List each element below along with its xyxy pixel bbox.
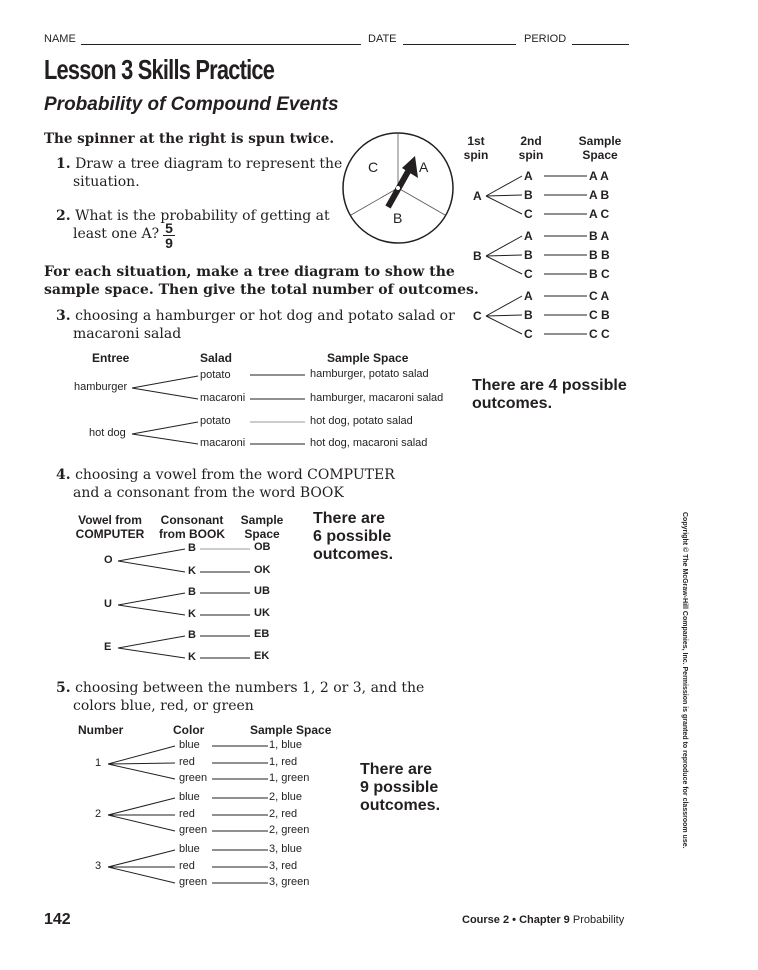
footer-course: Course 2: [462, 914, 510, 926]
question-1: [56, 156, 342, 172]
tree-node-second: A: [524, 229, 533, 243]
header-line: Sample: [578, 134, 622, 148]
tree-node-second: B: [524, 308, 533, 322]
tree-outcome: 2, green: [269, 824, 310, 836]
header-line: Space: [582, 148, 618, 162]
tree-outcome: 2, blue: [269, 791, 303, 803]
tree-header-second: [514, 134, 548, 162]
tree-node-second: K: [188, 565, 196, 577]
copyright-notice: Copyright © The McGraw-Hill Companies, Inc. Permission is granted to reproduce for classroom use.: [681, 512, 688, 849]
tree-outcome: hamburger, potato salad: [310, 368, 429, 380]
tree-node-second: red: [179, 808, 195, 820]
tree-header-first: Entree: [92, 351, 130, 365]
fraction-numerator: 5: [163, 221, 175, 236]
footer-course-info: [462, 914, 624, 926]
tree-header-sample: [574, 134, 626, 162]
tree-outcome: 3, red: [269, 860, 298, 872]
tree-outcome: EK: [254, 650, 270, 662]
tree-node-first: 2: [95, 808, 102, 820]
tree-header-first: [461, 134, 491, 162]
tree-node-first: U: [104, 598, 112, 610]
footer-chapter: Chapter 9: [519, 914, 570, 926]
page-title: Lesson 3 Skills Practice: [44, 54, 275, 85]
tree-node-second: K: [188, 651, 196, 663]
tree-node-second: macaroni: [200, 437, 246, 449]
question-number: 5.: [56, 680, 71, 696]
tree-node-second: red: [179, 860, 195, 872]
tree-node-second: red: [179, 756, 195, 768]
tree-node-first: hamburger: [74, 381, 128, 393]
header-line: Sample: [240, 513, 284, 527]
tree-outcome: 1, red: [269, 756, 298, 768]
period-label: PERIOD: [524, 33, 567, 45]
header-line: spin: [463, 148, 489, 162]
header-line: from BOOK: [159, 527, 225, 541]
name-field[interactable]: [81, 44, 361, 45]
tree-header-second: [156, 513, 228, 541]
tree-outcome: B A: [589, 229, 610, 243]
tree-header-first: [74, 513, 146, 541]
tree-outcome: 2, red: [269, 808, 298, 820]
tree-node-second: B: [524, 248, 533, 262]
header-line: 1st: [467, 134, 485, 148]
answer-line: 6 possible: [313, 528, 392, 545]
question-2-line2: least one A?: [73, 226, 160, 242]
instructions-line1: For each situation, make a tree diagram to show the: [44, 264, 455, 280]
tree-node-first: 3: [95, 860, 102, 872]
tree-node-second: blue: [179, 739, 200, 751]
tree-node-second: B: [188, 542, 196, 554]
question-number: 3.: [56, 308, 71, 324]
tree-header-second: Salad: [200, 351, 233, 365]
spinner-label-a: A: [419, 159, 429, 175]
tree-outcome: hot dog, potato salad: [310, 415, 413, 427]
tree-node-second: B: [524, 188, 533, 202]
tree-node-second: C: [524, 207, 533, 221]
tree-node-second: green: [179, 876, 208, 888]
tree-outcome: UK: [254, 607, 270, 619]
q4-answer: [313, 510, 393, 564]
tree-node-second: B: [188, 586, 196, 598]
tree-node-second: potato: [200, 415, 231, 427]
header-line: 2nd: [520, 134, 542, 148]
question-2: [56, 208, 330, 224]
tree-outcome: A A: [589, 169, 609, 183]
tree-node-second: green: [179, 772, 208, 784]
tree-outcome: B C: [589, 267, 610, 281]
instructions-line2: sample space. Then give the total number of outcomes.: [44, 282, 479, 298]
tree-outcome: A C: [589, 207, 610, 221]
tree-outcome: hamburger, macaroni salad: [310, 392, 444, 404]
tree-outcome: hot dog, macaroni salad: [310, 437, 428, 449]
question-text: Draw a tree diagram to represent the: [75, 156, 343, 172]
tree-node-first: O: [104, 554, 113, 566]
page-subtitle: Probability of Compound Events: [44, 94, 339, 115]
tree-outcome: 1, green: [269, 772, 310, 784]
header-line: Consonant: [160, 513, 224, 527]
period-field[interactable]: [572, 44, 629, 45]
answer-line: outcomes.: [472, 395, 553, 412]
question-text: choosing a hamburger or hot dog and potato salad or: [75, 308, 455, 324]
tree-node-second: A: [524, 169, 533, 183]
question-text: What is the probability of getting at: [75, 208, 330, 224]
tree-node-second: macaroni: [200, 392, 246, 404]
question-text: choosing between the numbers 1, 2 or 3, and the: [75, 680, 425, 696]
tree-header-first: Number: [78, 723, 124, 737]
spinner-label-c: C: [368, 159, 379, 175]
header-line: Space: [244, 527, 280, 541]
tree-node-second: K: [188, 608, 196, 620]
page-number: 142: [44, 911, 71, 928]
tree-node-first: 1: [95, 757, 102, 769]
question-text: choosing a vowel from the word COMPUTER: [75, 467, 395, 483]
tree-node-second: A: [524, 289, 533, 303]
tree-outcome: C A: [589, 289, 610, 303]
tree-node-second: green: [179, 824, 208, 836]
tree-header-sample: Sample Space: [250, 723, 332, 737]
tree-node-first: A: [473, 189, 482, 203]
tree-node-first: C: [473, 309, 482, 323]
tree-outcome: A B: [589, 188, 610, 202]
answer-line: There are: [360, 761, 433, 778]
tree-node-second: B: [188, 629, 196, 641]
answer-line: 9 possible: [360, 779, 439, 796]
question-4-line2: and a consonant from the word BOOK: [73, 485, 344, 501]
spinner-diagram: [340, 130, 460, 250]
tree-outcome: B B: [589, 248, 610, 262]
question-number: 1.: [56, 156, 71, 172]
tree-outcome: OK: [254, 564, 271, 576]
answer-line: There are 4 possible: [472, 377, 627, 394]
date-field[interactable]: [403, 44, 516, 45]
answer-fraction: [163, 221, 175, 250]
tree-node-second: C: [524, 327, 533, 341]
header-line: COMPUTER: [75, 527, 145, 541]
tree-outcome: EB: [254, 628, 270, 640]
tree-node-second: C: [524, 267, 533, 281]
question-4: [56, 467, 395, 483]
tree-node-second: blue: [179, 843, 200, 855]
answer-line: outcomes.: [313, 546, 394, 563]
tree-outcome: C C: [589, 327, 610, 341]
tree-node-second: blue: [179, 791, 200, 803]
answer-line: outcomes.: [360, 797, 441, 814]
tree-outcome: C B: [589, 308, 610, 322]
question-3-line2: macaroni salad: [73, 326, 182, 342]
name-label: NAME: [44, 33, 76, 45]
question-number: 2.: [56, 208, 71, 224]
answer-line: There are: [313, 510, 386, 527]
tree-outcome: UB: [254, 585, 270, 597]
spinner-intro: The spinner at the right is spun twice.: [44, 131, 335, 147]
footer-bullet: •: [512, 914, 516, 926]
header-line: spin: [518, 148, 544, 162]
tree-header-second: Color: [173, 723, 205, 737]
footer-topic: Probability: [572, 914, 625, 926]
tree-node-first: E: [104, 641, 112, 653]
tree-header-sample: [238, 513, 286, 541]
tree-node-first: B: [473, 249, 482, 263]
question-number: 4.: [56, 467, 71, 483]
question-3: [56, 308, 455, 324]
question-5-line2: colors blue, red, or green: [73, 698, 254, 714]
tree-outcome: OB: [254, 541, 271, 553]
question-5: [56, 680, 424, 696]
fraction-denominator: 9: [165, 235, 173, 251]
question-1-line2: situation.: [73, 174, 140, 190]
tree-node-second: potato: [200, 369, 231, 381]
header-line: Vowel from: [78, 513, 142, 527]
spinner-label-b: B: [393, 210, 403, 226]
q5-answer: [360, 761, 440, 815]
q3-answer: [472, 377, 627, 413]
tree-node-first: hot dog: [89, 427, 126, 439]
tree-outcome: 1, blue: [269, 739, 303, 751]
date-label: DATE: [368, 33, 397, 45]
tree-outcome: 3, green: [269, 876, 310, 888]
tree-outcome: 3, blue: [269, 843, 303, 855]
tree-header-sample: Sample Space: [327, 351, 409, 365]
spinner-arrow-icon: [388, 156, 418, 207]
